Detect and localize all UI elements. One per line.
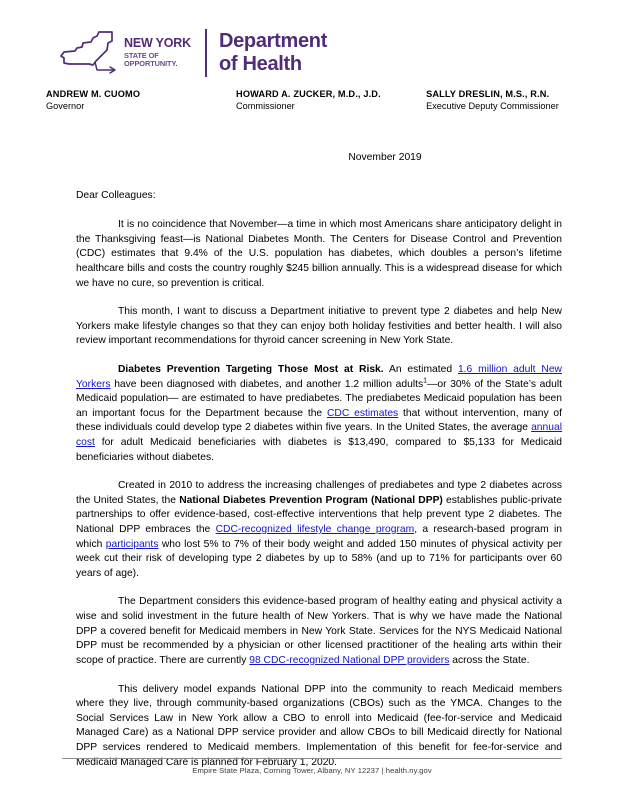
paragraph-4-seg3: , a research-based program in which (76, 524, 563, 550)
paragraph-4-seg4: who lost 5% to 7% of their body weight and added 150 minutes of physical activity per week cut their risk of developing type 2 diabetes by up to 58% (and up to 71% for participants over 60 years of age). (76, 538, 563, 579)
paragraph-2: This month, I want to discuss a Department initiative to prevent type 2 diabetes and help New Yorkers make lifestyle changes so that they can enjoy both holiday festivities and better health. I will also review important recommendations for thyroid cancer screening in New York State. (76, 306, 562, 347)
official-name: HOWARD A. ZUCKER, M.D., J.D. (236, 89, 381, 99)
paragraph-6: This delivery model expands National DPP into the community to reach Medicaid members where they live, through community-based organizations (CBOs) such as the YMCA. Changes to the Social Services Law in New York allow a CBO to enroll into Medicaid (fee-for-service and Medicaid Managed Care) as a National DPP service provider and allow CBOs to bill Medicaid directly for National DPP services rendered to Medicaid members. Implementation of this benefit for fee-for-service and Medicaid Managed Care is planned for February 1, 2020. (76, 683, 562, 768)
letter-salutation: Dear Colleagues: (76, 190, 156, 202)
logo-tagline-line1: STATE OF (124, 50, 159, 60)
department-title (219, 30, 327, 75)
official-name: SALLY DRESLIN, M.S., R.N. (426, 89, 550, 99)
paragraph-4 (76, 465, 562, 581)
new-york-state-logo (60, 30, 191, 76)
footnote-marker-1: 1 (423, 377, 428, 385)
paragraph-3-seg4: that without intervention, many of these individuals could develop type 2 diabetes within five years. In the United States, the average (76, 407, 563, 434)
officials-row (0, 78, 624, 113)
paragraph-4-bold-national-dpp: National Diabetes Prevention Program (National DPP) (179, 494, 443, 506)
footer-address: Empire State Plaza, Corning Tower, Albany, NY 12237 | health.ny.gov (192, 766, 432, 775)
footer-divider (62, 758, 562, 759)
letter-body (0, 151, 624, 770)
paragraph-4-seg2: establishes public-private partnerships to offer evidence-based, cost-effective interventions that help prevent type 2 diabetes. The National DPP embraces the (76, 494, 562, 536)
official-role: Governor (46, 101, 85, 112)
paragraph-3-seg1: An estimated (383, 363, 458, 375)
link-98-cdc-recognized-national-dpp-providers[interactable]: 98 CDC-recognized National DPP providers (249, 654, 450, 666)
department-title-line2: of Health (218, 52, 302, 75)
link-annual-cost[interactable]: annual cost (76, 422, 562, 448)
official-role: Executive Deputy Commissioner (426, 101, 559, 112)
paragraph-5-seg2: across the State. (449, 654, 530, 666)
link-cdc-recognized-lifestyle-change-program[interactable]: CDC-recognized lifestyle change program (215, 524, 415, 536)
paragraph-5-seg1: The Department considers this evidence-based program of healthy eating and physical activity a wise and solid investment in the future health of New Yorkers. That is why we have made the National DPP a covered benefit for Medicaid members in New York State. Services for the NYS Medicaid National DPP must be recommended by a physician or other licensed practitioner of the healing arts within their scope of practice. There are currently (76, 596, 562, 666)
paragraph-1: It is no coincidence that November—a time in which most Americans share anticipatory delight in the Thanksgiving feast—is National Diabetes Month. The Centers for Disease Control and Prevention (CDC) estimates that 9.4% of the U.S. population has diabetes, which doubles a person’s lifetime healthcare bills and costs the country roughly $245 billion annually. This is a widespread disease for which we have no cure, so prevention is critical. (76, 219, 562, 289)
link-cdc-estimates[interactable]: CDC estimates (327, 407, 399, 419)
paragraph-4-seg1: Created in 2010 to address the increasing challenges of prediabetes and type 2 diabetes across the United States, the (76, 480, 562, 506)
paragraph-3-seg2: have been diagnosed with diabetes, and another 1.2 million adults (110, 378, 424, 390)
official-name: ANDREW M. CUOMO (46, 89, 141, 99)
official-commissioner (236, 88, 426, 113)
department-title-line1: Department (218, 30, 328, 53)
logo-wordmark (124, 37, 191, 67)
paragraph-3 (76, 349, 562, 465)
official-role: Commissioner (236, 101, 295, 112)
letterhead (0, 0, 624, 78)
letter-date: November 2019 (348, 151, 422, 163)
page-footer (62, 758, 562, 775)
official-executive-deputy-commissioner (426, 88, 624, 113)
new-york-state-outline-icon (60, 30, 122, 76)
official-governor (46, 88, 236, 113)
link-participants[interactable]: participants (105, 538, 159, 550)
logo-tagline-line2: OPPORTUNITY. (124, 59, 178, 69)
paragraph-3-heading: Diabetes Prevention Targeting Those Most at Risk. (118, 363, 384, 375)
logo-divider (205, 29, 207, 77)
paragraph-5 (76, 581, 562, 668)
paragraph-3-seg3: —or 30% of the State’s adult Medicaid population— are estimated to have prediabetes. The prediabetes Medicaid population has been an important focus for the Department because the (76, 378, 563, 419)
logo-state-name: NEW YORK (124, 36, 191, 51)
paragraph-3-seg5: for adult Medicaid beneficiaries with diabetes is $13,490, compared to $5,133 for Medicaid beneficiaries without diabetes. (76, 436, 562, 463)
link-1-6-million-adult-new-yorkers[interactable]: 1.6 million adult New Yorkers (76, 363, 562, 390)
